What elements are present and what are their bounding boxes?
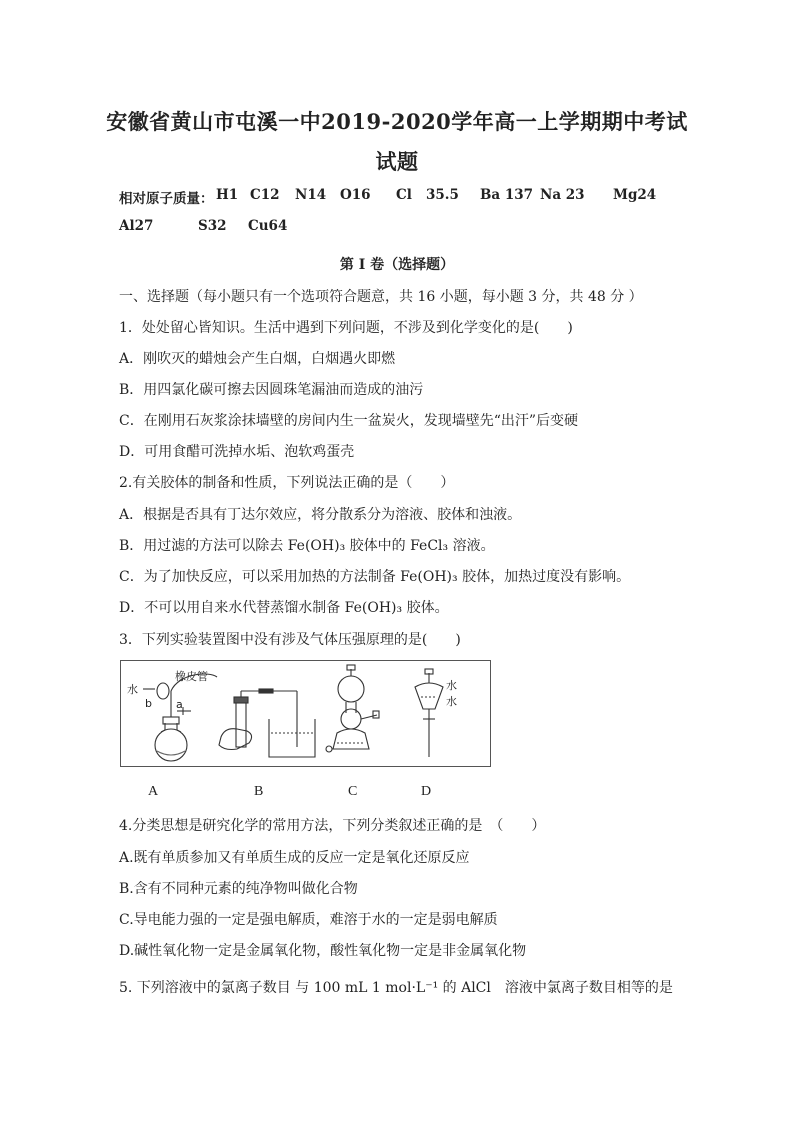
q2-option-a: A．根据是否具有丁达尔效应，将分散系分为溶液、胶体和浊液。: [119, 507, 522, 523]
part-heading: 一、选择题（每小题只有一个选项符合题意，共 16 小题，每小题 3 分，共 48 分 ）: [119, 289, 643, 305]
q4-stem: 4.分类思想是研究化学的常用方法，下列分类叙述正确的是 （ ）: [119, 818, 546, 834]
q3-label-d: D: [421, 784, 432, 799]
q4-option-d: D.碱性氧化物一定是金属氧化物，酸性氧化物一定是非金属氧化物: [119, 943, 527, 959]
q1-option-d: D．可用食醋可洗掉水垢、泡软鸡蛋壳: [119, 444, 355, 460]
mass-al: Al27: [119, 218, 154, 234]
mass-cl-value: 35.5: [426, 187, 459, 203]
fig-label-a: a: [176, 698, 183, 711]
q2-option-d: D．不可以用自来水代替蒸馏水制备 Fe(OH)₃ 胶体。: [119, 600, 449, 616]
atomic-masses-row2: [119, 218, 419, 238]
mass-ba: Ba 137: [480, 187, 534, 203]
section-title: 第 I 卷（选择题）: [339, 257, 455, 273]
atomic-masses-row1: [119, 187, 719, 207]
atomic-masses-label: 相对原子质量：: [119, 191, 214, 207]
q3-label-c: C: [348, 784, 358, 799]
q3-apparatus-figure: [120, 660, 491, 767]
q4-option-b: B.含有不同种元素的纯净物叫做化合物: [119, 881, 358, 897]
apparatus-drawings: [121, 661, 490, 766]
apparatus-c: [326, 665, 379, 752]
q1-option-a: A．刚吹灭的蜡烛会产生白烟，白烟遇火即燃: [119, 351, 396, 367]
q2-option-b: B．用过滤的方法可以除去 Fe(OH)₃ 胶体中的 FeCl₃ 溶液。: [119, 538, 495, 554]
mass-na: Na 23: [540, 187, 585, 203]
apparatus-b: [219, 689, 315, 757]
q1-option-b: B．用四氯化碳可擦去因圆珠笔漏油而造成的油污: [119, 382, 424, 398]
page-title-line2: 试题: [375, 149, 419, 174]
fig-label-b: b: [145, 697, 152, 710]
mass-n: N14: [295, 187, 327, 203]
q3-label-b: B: [254, 784, 264, 799]
fig-label-water-a: 水: [127, 683, 138, 696]
q1-option-c: C．在刚用石灰浆涂抹墙壁的房间内生一盆炭火，发现墙壁先“出汗”后变硬: [119, 413, 579, 429]
q3-stem: 3．下列实验装置图中没有涉及气体压强原理的是( ): [119, 632, 461, 648]
apparatus-a: [143, 674, 217, 761]
q2-option-c: C．为了加快反应，可以采用加热的方法制备 Fe(OH)₃ 胶体，加热过度没有影响。: [119, 569, 631, 585]
fig-label-water-top-d: 水: [446, 679, 457, 692]
q5-stem: 5. 下列溶液中的氯离子数目 与 100 mL 1 mol·L⁻¹ 的 AlCl 溶液中氯离子数目相等的是: [119, 980, 673, 996]
page-title: 安徽省黄山市屯溪一中2019-2020学年高一上学期期中考试: [106, 109, 688, 134]
mass-h: H1: [216, 187, 239, 203]
q2-stem: 2.有关胶体的制备和性质，下列说法正确的是（ ）: [119, 475, 455, 491]
fig-label-water-d: 水: [446, 695, 457, 708]
q3-label-a: A: [148, 784, 159, 799]
q4-option-c: C.导电能力强的一定是强电解质，难溶于水的一定是弱电解质: [119, 912, 498, 928]
mass-cl: Cl: [396, 187, 412, 203]
q1-stem: 1．处处留心皆知识。生活中遇到下列问题，不涉及到化学变化的是( ): [119, 320, 573, 336]
mass-cu: Cu64: [248, 218, 288, 234]
q4-option-a: A.既有单质参加又有单质生成的反应一定是氧化还原反应: [119, 850, 470, 866]
mass-c: C12: [250, 187, 280, 203]
fig-label-rubber-tube: 橡皮管: [175, 670, 208, 683]
apparatus-d: [415, 669, 443, 757]
mass-mg: Mg24: [613, 187, 657, 203]
mass-s: S32: [198, 218, 227, 234]
mass-o: O16: [340, 187, 371, 203]
